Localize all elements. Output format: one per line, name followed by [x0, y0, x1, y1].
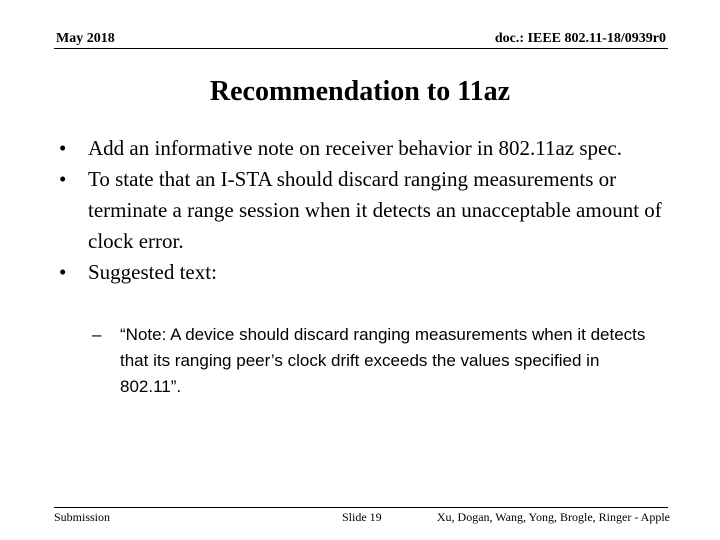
bullet-dot-icon: •: [59, 136, 67, 160]
header-divider: [54, 48, 668, 49]
bullet-item: [56, 257, 668, 288]
slide-title: Recommendation to 11az: [209, 76, 511, 107]
footer-authors: Xu, Dogan, Wang, Yong, Brogle, Ringer - Apple: [436, 510, 670, 524]
sub-bullet-list: [92, 322, 652, 400]
bullet-item: [56, 133, 668, 164]
bullet-dot-icon: •: [59, 260, 67, 284]
header-doc-id: doc.: IEEE 802.11-18/0939r0: [494, 31, 666, 46]
bullet-text: To state that an I-STA should discard ranging measurements or terminate a range session when it detects an unacceptable amount of clock error.: [88, 167, 662, 253]
sub-bullet-item: [92, 322, 652, 400]
bullet-text: Add an informative note on receiver behavior in 802.11az spec.: [88, 136, 622, 160]
bullet-item: [56, 164, 668, 257]
footer-slide-number: Slide 19: [342, 510, 382, 524]
dash-icon: –: [92, 325, 102, 344]
footer-submission: Submission: [54, 510, 111, 524]
bullet-text: Suggested text:: [88, 260, 217, 284]
header-date: May 2018: [56, 31, 115, 46]
footer-divider: [54, 507, 668, 508]
bullet-list: [56, 133, 668, 288]
sub-bullet-text: “Note: A device should discard ranging measurements when it detects that its ranging peer’s clock drift exceeds the values specified in 802.11”.: [120, 325, 646, 396]
bullet-dot-icon: •: [59, 167, 67, 191]
